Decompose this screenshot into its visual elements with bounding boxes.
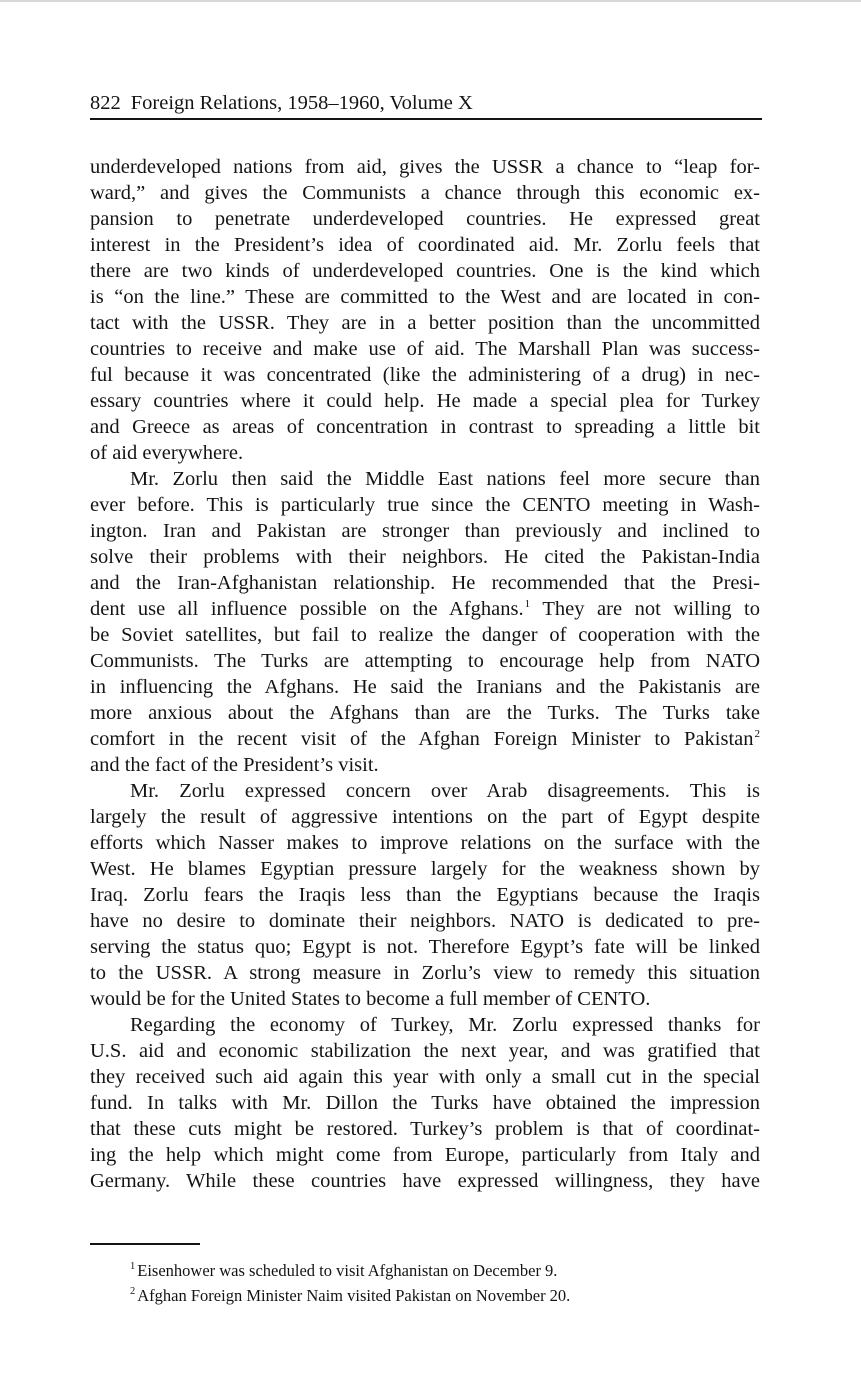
text-segment: dent use all influence possible on the Afghans. [90, 598, 524, 620]
page-scan-edge [0, 0, 861, 2]
text-line: they received such aid again this year with only a small cut in the special [90, 1066, 760, 1088]
text-line: interest in the President’s idea of coordinated aid. Mr. Zorlu feels that [90, 234, 760, 256]
text-line: U.S. aid and economic stabilization the next year, and was gratified that [90, 1040, 760, 1062]
running-title: Foreign Relations, 1958–1960, Volume X [130, 92, 473, 114]
footnote-text: Eisenhower was scheduled to visit Afghanistan on December 9. [137, 1261, 558, 1280]
text-line: tact with the USSR. They are in a better position than the uncommitted [90, 312, 760, 334]
text-line: more anxious about the Afghans than are the Turks. The Turks take [90, 702, 760, 724]
body-text [90, 154, 760, 1194]
text-line: and the Iran-Afghanistan relationship. He recommended that the Presi- [90, 572, 760, 594]
text-line: fund. In talks with Mr. Dillon the Turks have obtained the impression [90, 1092, 760, 1114]
text-line: solve their problems with their neighbors. He cited the Pakistan-India [90, 546, 760, 568]
footnote-text: Afghan Foreign Minister Naim visited Pakistan on November 20. [137, 1286, 571, 1305]
text-line: ward,” and gives the Communists a chance through this economic ex- [90, 182, 760, 204]
text-line-with-footnote-ref [90, 726, 760, 752]
text-line: Iraq. Zorlu fears the Iraqis less than the Egyptians because the Iraqis [90, 884, 760, 906]
text-line: underdeveloped nations from aid, gives the USSR a chance to “leap for- [90, 156, 760, 178]
text-line-with-footnote-ref [90, 596, 760, 622]
text-line: and the fact of the President’s visit. [90, 754, 379, 776]
text-line: is “on the line.” These are committed to the West and are located in con- [90, 286, 760, 308]
text-line: Regarding the economy of Turkey, Mr. Zorlu expressed thanks for [130, 1014, 760, 1036]
footnote-rule [90, 1243, 200, 1245]
text-line: be Soviet satellites, but fail to realize the danger of cooperation with the [90, 624, 760, 646]
footnote-1 [130, 1258, 760, 1283]
text-line: largely the result of aggressive intentions on the part of Egypt despite [90, 806, 760, 828]
text-line: would be for the United States to become a full member of CENTO. [90, 988, 651, 1010]
text-line: Germany. While these countries have expressed willingness, they have [90, 1170, 760, 1192]
text-line: ing the help which might come from Europe, particularly from Italy and [90, 1144, 760, 1166]
footnote-ref-2[interactable]: 2 [754, 728, 760, 740]
footnote-number: 1 [130, 1261, 136, 1272]
text-line: ever before. This is particularly true since the CENTO meeting in Wash- [90, 494, 760, 516]
text-segment: comfort in the recent visit of the Afghan Foreign Minister to Pakistan [90, 728, 754, 750]
footnotes [130, 1258, 760, 1308]
text-segment: They are not willing to [542, 598, 761, 620]
text-line: pansion to penetrate underdeveloped countries. He expressed great [90, 208, 760, 230]
text-line: of aid everywhere. [90, 442, 244, 464]
text-line: and Greece as areas of concentration in contrast to spreading a little bit [90, 416, 760, 438]
text-line: ful because it was concentrated (like the administering of a drug) in nec- [90, 364, 760, 386]
text-line: essary countries where it could help. He made a special plea for Turkey [90, 390, 760, 412]
text-line: Communists. The Turks are attempting to encourage help from NATO [90, 650, 760, 672]
text-line: West. He blames Egyptian pressure largely for the weakness shown by [90, 858, 760, 880]
footnote-number: 2 [130, 1286, 136, 1297]
text-line: that these cuts might be restored. Turkey’s problem is that of coordinat- [90, 1118, 760, 1140]
running-head [90, 90, 762, 116]
text-line: ington. Iran and Pakistan are stronger than previously and inclined to [90, 520, 760, 542]
footnote-2 [130, 1283, 760, 1308]
text-line: have no desire to dominate their neighbors. NATO is dedicated to pre- [90, 910, 760, 932]
text-line: in influencing the Afghans. He said the Iranians and the Pakistanis are [90, 676, 760, 698]
text-line: efforts which Nasser makes to improve relations on the surface with the [90, 832, 760, 854]
text-line: to the USSR. A strong measure in Zorlu’s view to remedy this situation [90, 962, 760, 984]
footnote-ref-1[interactable]: 1 [524, 598, 531, 610]
text-line: serving the status quo; Egypt is not. Therefore Egypt’s fate will be linked [90, 936, 760, 958]
text-line: Mr. Zorlu then said the Middle East nations feel more secure than [130, 468, 760, 490]
text-line: Mr. Zorlu expressed concern over Arab disagreements. This is [130, 780, 760, 802]
text-line: countries to receive and make use of aid. The Marshall Plan was success- [90, 338, 760, 360]
page-number: 822 [90, 92, 121, 114]
text-line: there are two kinds of underdeveloped countries. One is the kind which [90, 260, 760, 282]
header-rule [90, 118, 762, 120]
